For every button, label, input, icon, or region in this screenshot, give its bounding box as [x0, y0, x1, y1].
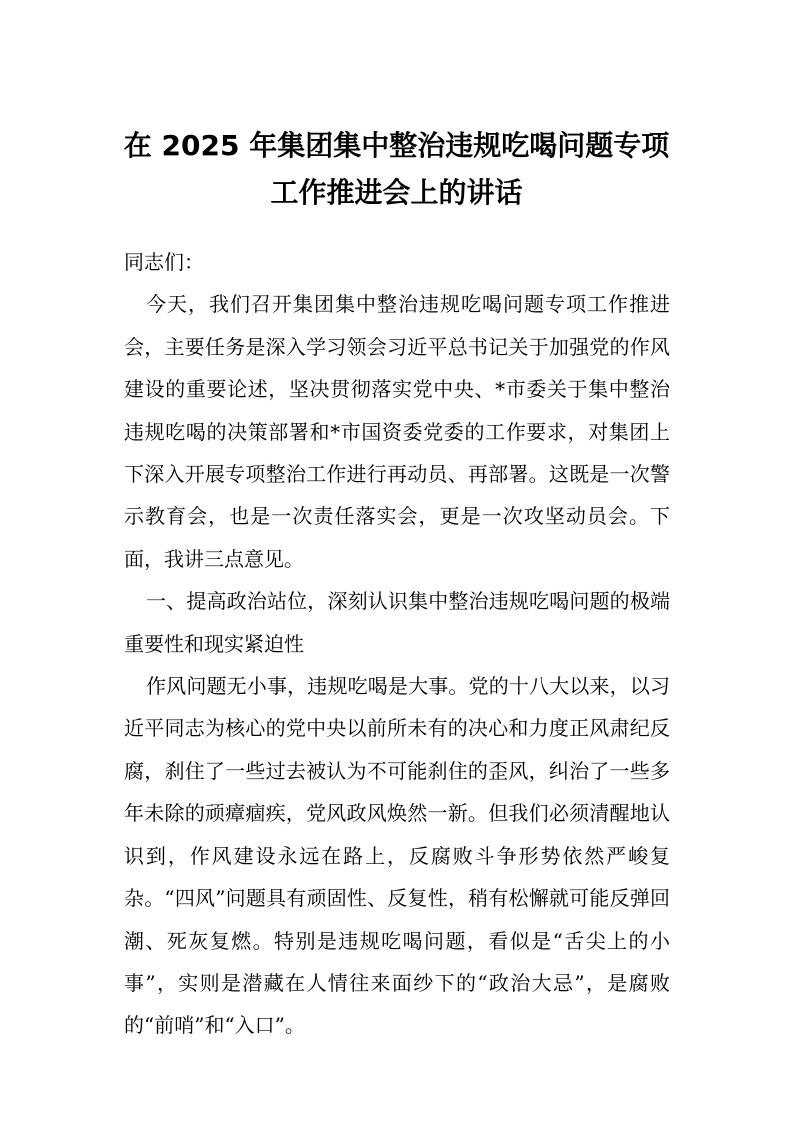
paragraph-intro: 今天，我们召开集团集中整治违规吃喝问题专项工作推进会，主要任务是深入学习领会习近平总书记关于加强党的作风建设的重要论述，坚决贯彻落实党中央、*市委关于集中整治违规吃喝的决策部署和*市国资委党委的工作要求，对集团上下深入开展专项整治工作进行再动员、再部署。这既是一次警示教育会，也是一次责任落实会，更是一次攻坚动员会。下面，我讲三点意见。: [124, 292, 670, 571]
document-body: [124, 241, 670, 1047]
salutation: 同志们：: [124, 250, 204, 274]
document-title-line-1: 在 2025 年集团集中整治违规吃喝问题专项: [123, 129, 670, 162]
section-heading-1: 一、提高政治站位，深刻认识集中整治违规吃喝问题的极端重要性和现实紧迫性: [124, 589, 670, 656]
paragraph-section-1: 作风问题无小事，违规吃喝是大事。党的十八大以来，以习近平同志为核心的党中央以前所未有的决心和力度正风肃纪反腐，刹住了一些过去被认为不可能刹住的歪风，纠治了一些多年未除的顽瘴痼疾，党风政风焕然一新。但我们必须清醒地认识到，作风建设永远在路上，反腐败斗争形势依然严峻复杂。“四风”问题具有顽固性、反复性，稍有松懈就可能反弹回潮、死灰复燃。特别是违规吃喝问题，看似是“舌尖上的小事”，实则是潜藏在人情往来面纱下的“政治大忌”，是腐败的“前哨”和“入口”。: [124, 674, 670, 1038]
document-title-line-2: 工作推进会上的讲话: [270, 176, 523, 209]
